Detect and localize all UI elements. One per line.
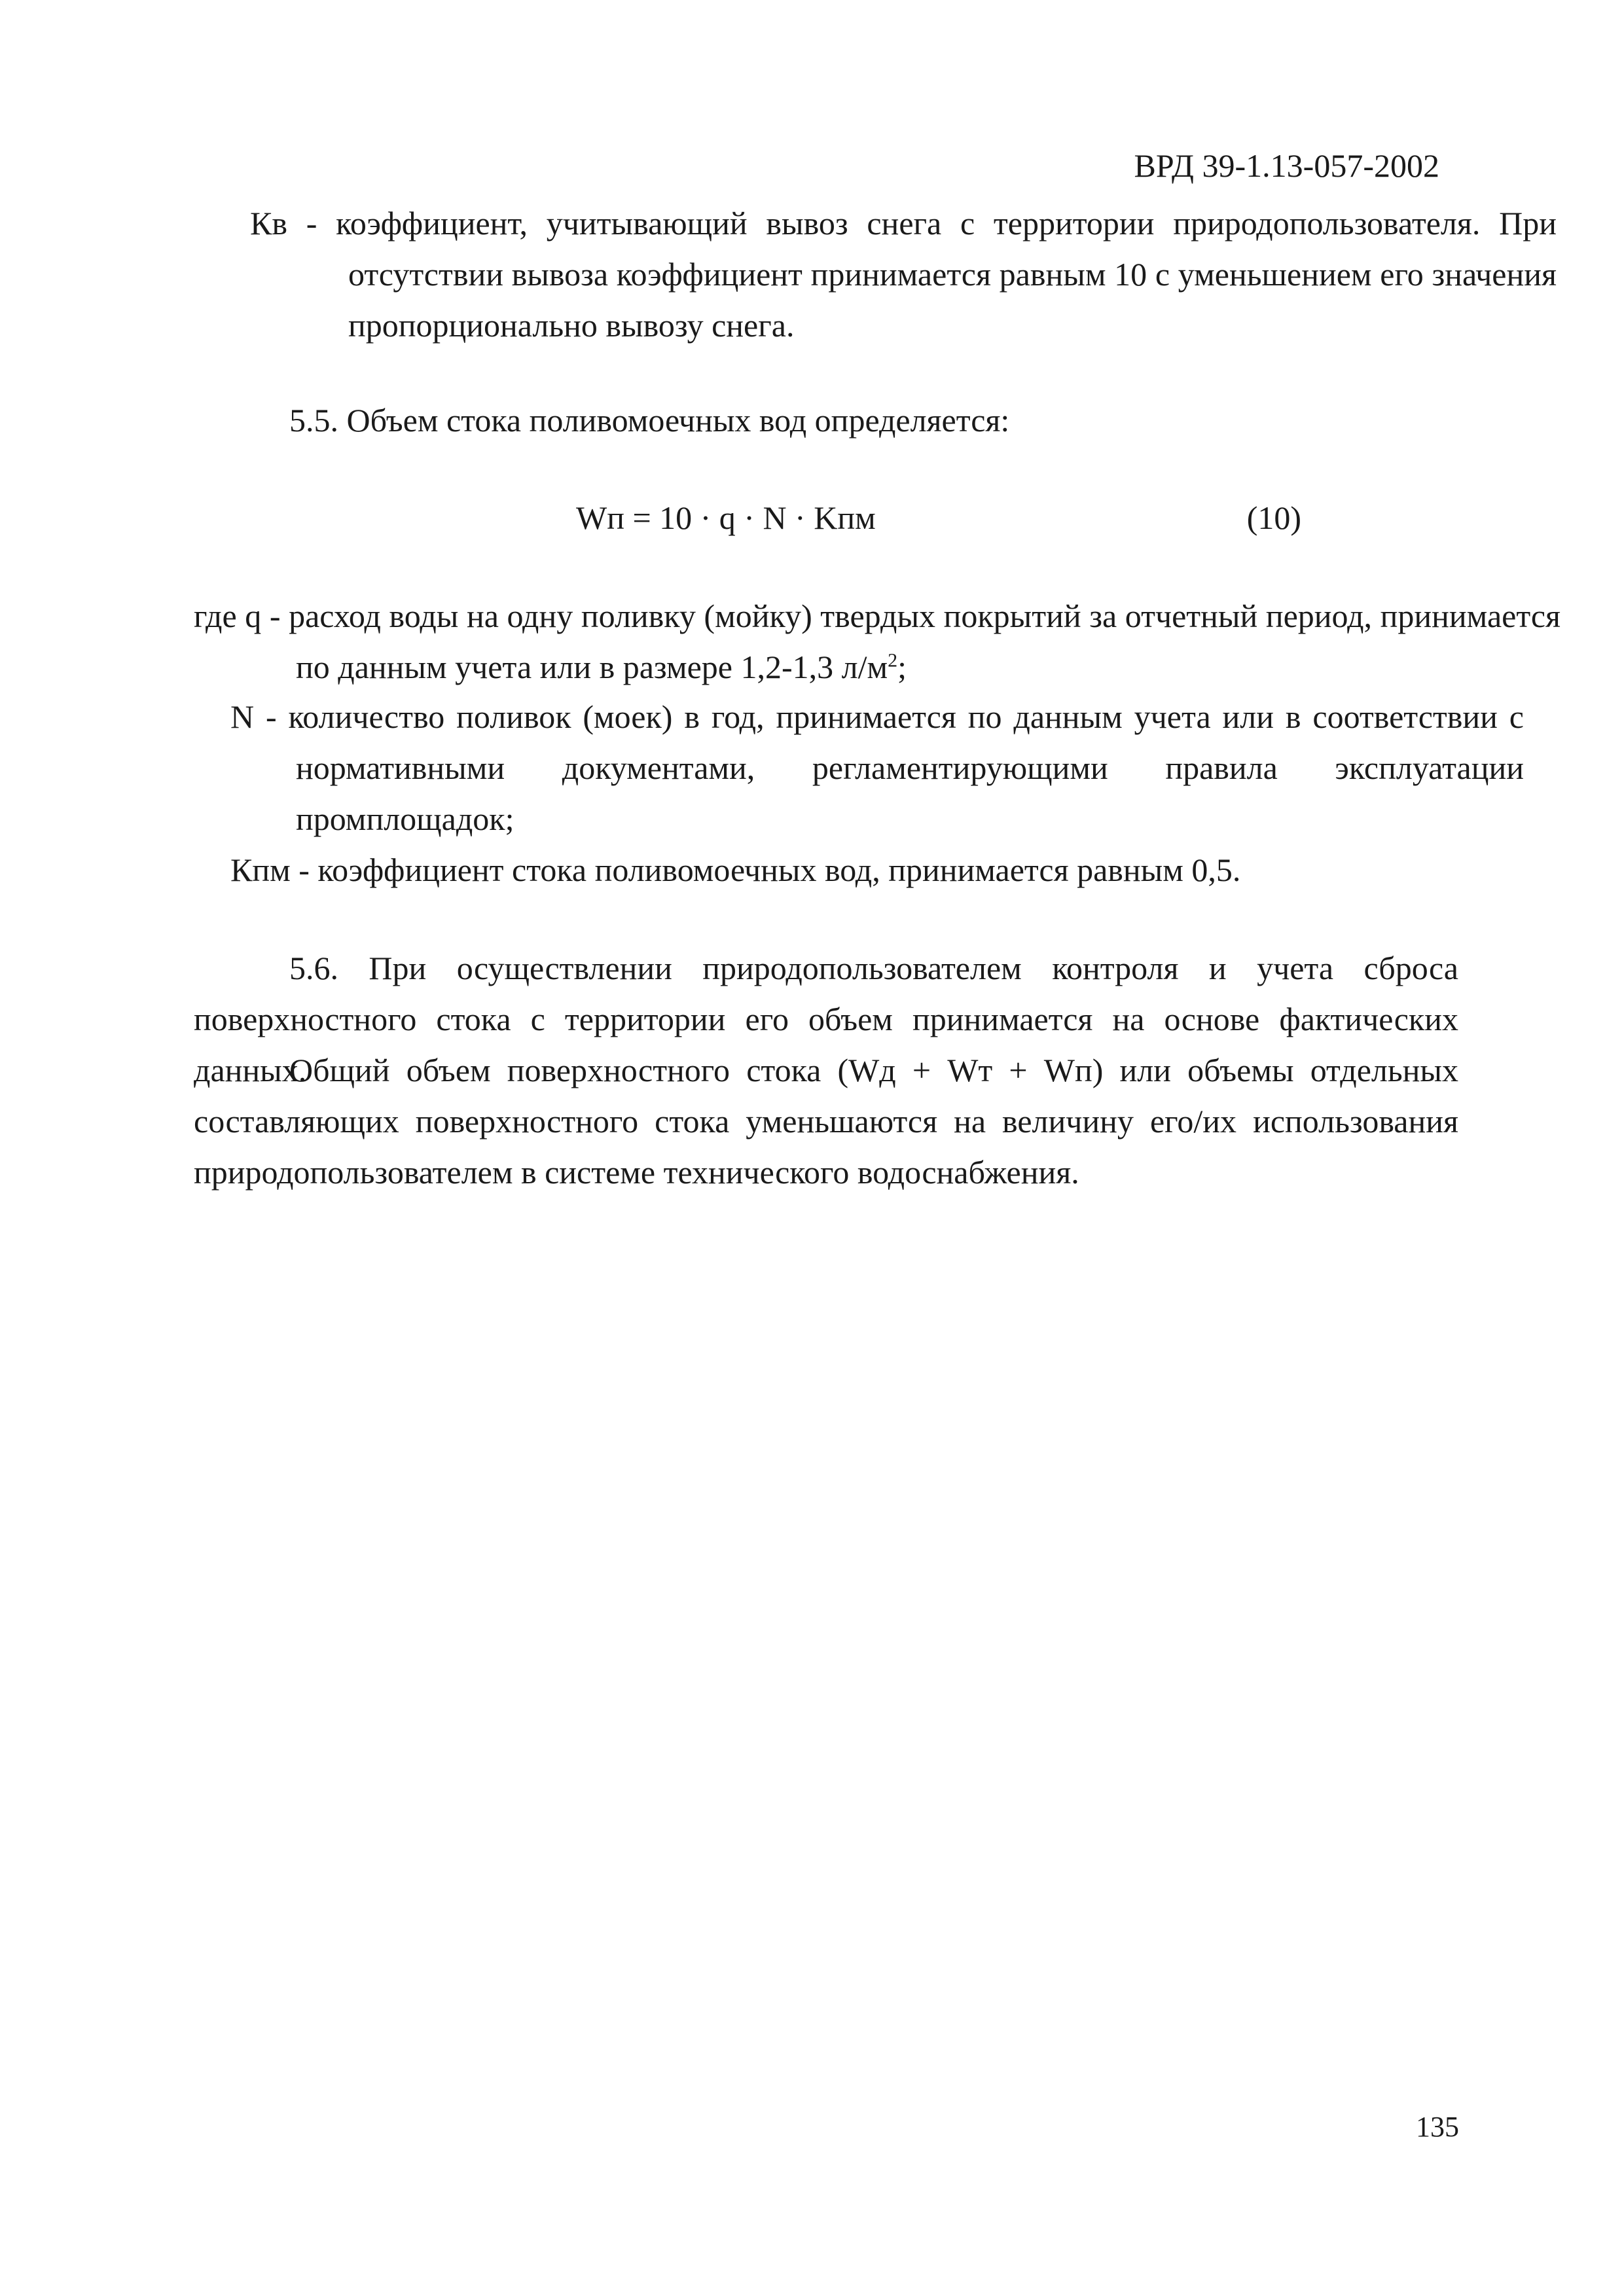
definition-n-term: N [230,698,255,735]
definition-kpm-term: Кпм [230,852,291,888]
definition-q [194,590,1561,692]
definition-kv-term: Кв [250,205,287,242]
definition-q-lead: где [194,598,245,634]
definition-kv [250,198,1557,351]
definition-kpm [230,844,1458,895]
document-code: ВРД 39-1.13-057-2002 [1134,147,1439,184]
definition-q-text: расход воды на одну поливку (мойку) твердых покрытий за отчетный период, принимается по данным учета или в размере 1,2-1,3 л/м [289,598,1561,685]
definition-kpm-text: коэффициент стока поливомоечных вод, принимается равным 0,5. [317,852,1241,888]
page-number: 135 [1416,2111,1459,2143]
definition-kpm-dash: - [290,852,318,888]
formula-number: (10) [1246,499,1301,536]
formula-expression: Wп = 10 · q · N · Kпм [576,499,876,536]
formula-10 [194,492,1458,543]
section-5-6-paragraph: 5.6. При осуществлении природопользователем контроля и учета сброса поверхностного стока с территории его объем принимается на основе фактических данных. [194,950,1458,1088]
definition-kv-text: коэффициент, учитывающий вывоз снега с территории природопользователя. При отсутствии вывоза коэффициент принимается равным 10 с уменьшением его значения пропорционально вывозу снега. [336,205,1557,344]
definition-n-dash: - [254,698,289,735]
definition-q-superscript: 2 [888,649,898,672]
definition-n-text: количество поливок (моек) в год, принимается по данным учета или в соответствии с нормативными документами, регламентирующими правила эксплуатации промплощадок; [288,698,1524,837]
total-volume-paragraph: Общий объем поверхностного стока (Wд + Wт + Wп) или объемы отдельных составляющих поверхностного стока уменьшаются на величину его/их использования природопользователем в системе технического водоснабжения. [194,1052,1458,1191]
section-5-5-paragraph: 5.5. Объем стока поливомоечных вод определяется: [289,402,1010,439]
definition-n [230,691,1524,844]
definition-kv-dash: - [287,205,336,242]
definition-q-dash: - [261,598,289,634]
definition-q-tail: ; [897,649,907,685]
definition-q-term: q [245,598,262,634]
